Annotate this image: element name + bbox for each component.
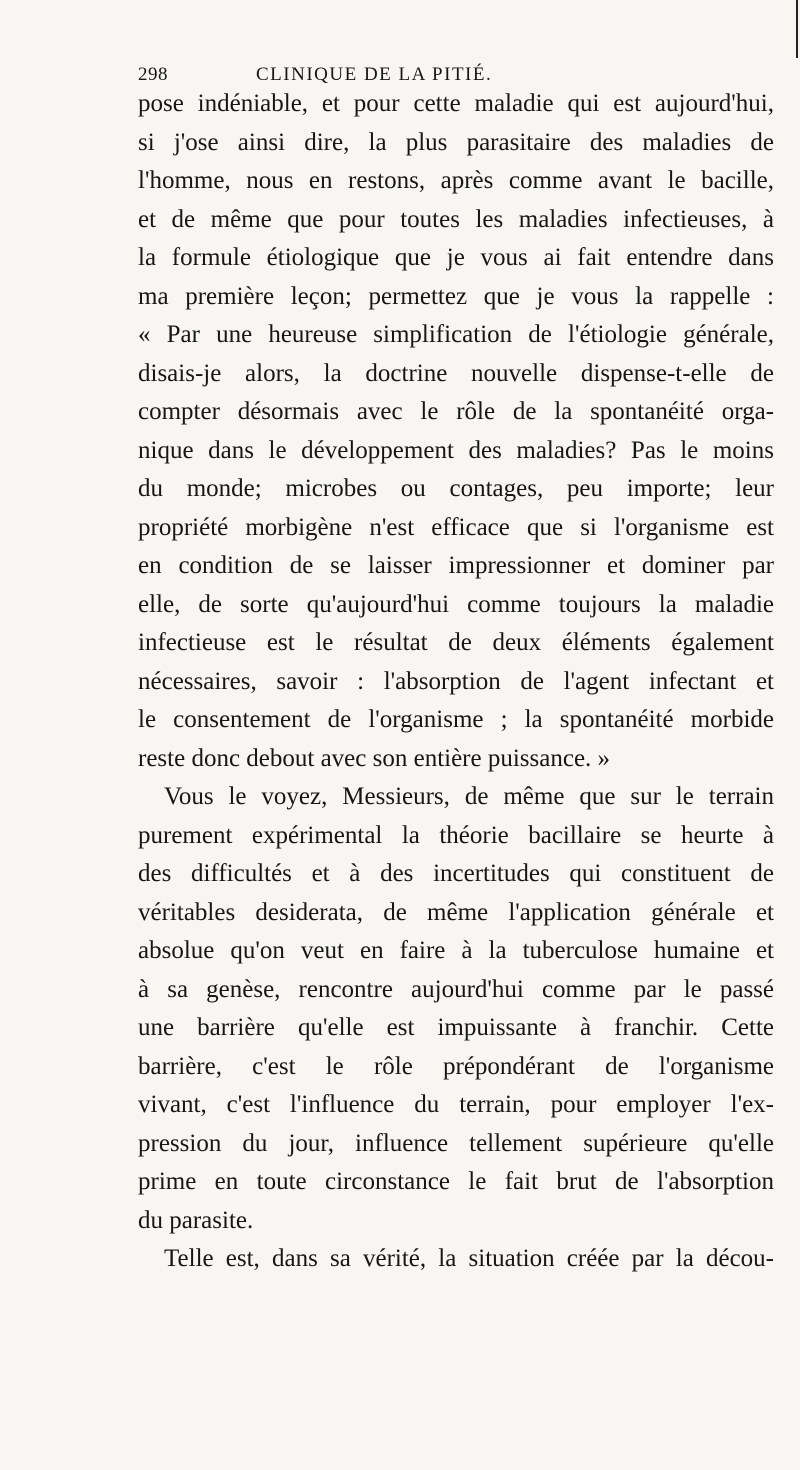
- page-number: 298: [138, 64, 168, 85]
- page-edge-line: [796, 0, 798, 58]
- paragraph-start-line: Telle est, dans sa vérité, la situation créée par la décou-: [164, 1245, 774, 1272]
- text-line: véritables desiderata, de même l'application générale et: [138, 898, 774, 926]
- text-line: nique dans le développement des maladies? Pas le moins: [138, 436, 774, 464]
- text-line: et de même que pour toutes les maladies infectieuses, à: [138, 205, 774, 233]
- text-line: disais-je alors, la doctrine nouvelle dispense-t-elle de: [138, 359, 774, 387]
- text-line: pression du jour, influence tellement supérieure qu'elle: [138, 1129, 774, 1157]
- text-line: en condition de se laisser impressionner et dominer par: [138, 552, 774, 579]
- text-line: infectieuse est le résultat de deux éléments également: [138, 629, 774, 656]
- text-line: elle, de sorte qu'aujourd'hui comme toujours la maladie: [138, 590, 774, 618]
- text-line: la formule étiologique que je vous ai fait entendre dans: [138, 244, 774, 271]
- text-line: nécessaires, savoir : l'absorption de l'agent infectant et: [138, 667, 774, 695]
- text-line: des difficultés et à des incertitudes qui constituent de: [138, 860, 774, 887]
- body-text: [138, 85, 774, 1279]
- text-line: prime en toute circonstance le fait brut de l'absorption: [138, 1168, 774, 1195]
- text-line: compter désormais avec le rôle de la spontanéité orga-: [138, 398, 774, 425]
- text-line: absolue qu'on veut en faire à la tuberculose humaine et: [138, 937, 774, 964]
- text-line: du parasite.: [138, 1206, 254, 1234]
- text-line: vivant, c'est l'influence du terrain, pour employer l'ex-: [138, 1091, 774, 1118]
- running-title: CLINIQUE DE LA PITIÉ.: [256, 64, 493, 85]
- text-line: « Par une heureuse simplification de l'étiologie générale,: [138, 321, 774, 348]
- text-line: propriété morbigène n'est efficace que si l'organisme est: [138, 513, 774, 541]
- text-line: purement expérimental la théorie bacillaire se heurte à: [138, 821, 774, 849]
- text-line: à sa genèse, rencontre aujourd'hui comme par le passé: [138, 975, 774, 1003]
- text-line: reste donc debout avec son entière puissance. »: [138, 744, 611, 772]
- text-line: l'homme, nous en restons, après comme avant le bacille,: [138, 167, 774, 194]
- text-line: ma première leçon; permettez que je vous la rappelle :: [138, 282, 774, 310]
- text-line: barrière, c'est le rôle prépondérant de l'organisme: [138, 1052, 774, 1080]
- text-line: si j'ose ainsi dire, la plus parasitaire des maladies de: [138, 128, 774, 156]
- paragraph-start-line: Vous le voyez, Messieurs, de même que sur le terrain: [164, 783, 774, 810]
- text-line: le consentement de l'organisme ; la spontanéité morbide: [138, 706, 774, 733]
- text-line: du monde; microbes ou contages, peu importe; leur: [138, 475, 774, 502]
- text-line: une barrière qu'elle est impuissante à franchir. Cette: [138, 1014, 774, 1041]
- text-line: pose indéniable, et pour cette maladie qui est aujourd'hui,: [138, 90, 774, 117]
